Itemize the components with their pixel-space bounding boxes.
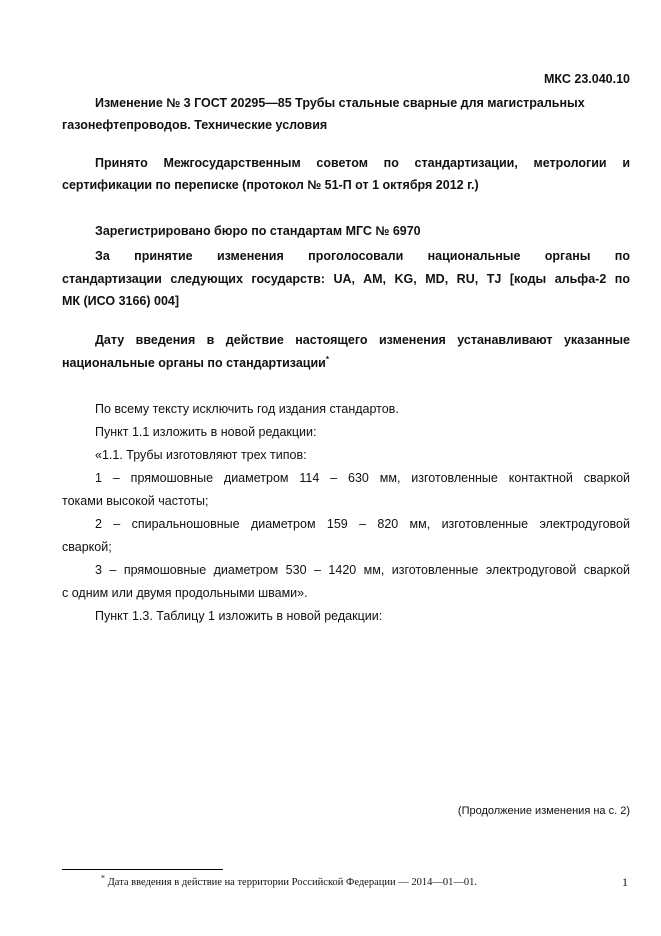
body-paragraph-1: По всему тексту исключить год издания стандартов. <box>95 402 399 416</box>
footnote-reference: * <box>325 354 329 364</box>
body-paragraph-2: Пункт 1.1 изложить в новой редакции: <box>95 425 317 439</box>
body-paragraph-4-line-1: 1 – прямошовные диаметром 114 – 630 мм, изготовленные контактной сваркой <box>95 471 630 485</box>
intro-date-text: национальные органы по стандартизации <box>62 356 326 370</box>
body-paragraph-6-line-2: с одним или двумя продольными швами». <box>62 586 308 600</box>
voted-line-1: За принятие изменения проголосовали национальные органы по <box>95 249 630 263</box>
title-line-2: газонефтепроводов. Технические условия <box>62 118 328 132</box>
registered-line: Зарегистрировано бюро по стандартам МГС № 6970 <box>95 224 421 238</box>
intro-date-line-2 <box>62 352 329 374</box>
body-paragraph-6-line-1: 3 – прямошовные диаметром 530 – 1420 мм, изготовленные электродуговой сваркой <box>95 563 630 577</box>
body-paragraph-4-line-2: токами высокой частоты; <box>62 494 209 508</box>
title-line-1: Изменение № 3 ГОСТ 20295—85 Трубы стальные сварные для магистральных <box>95 96 585 110</box>
body-paragraph-7: Пункт 1.3. Таблицу 1 изложить в новой редакции: <box>95 609 383 623</box>
continuation-note: (Продолжение изменения на с. 2) <box>457 805 630 817</box>
footnote <box>101 875 477 891</box>
body-paragraph-3: «1.1. Трубы изготовляют трех типов: <box>95 448 307 462</box>
page-number: 1 <box>622 875 628 889</box>
voted-line-3: МК (ИСО 3166) 004] <box>62 294 180 308</box>
voted-line-2: стандартизации следующих государств: UA, AM, KG, MD, RU, TJ [коды альфа-2 по <box>62 272 630 286</box>
intro-date-line-1: Дату введения в действие настоящего изменения устанавливают указанные <box>95 333 630 347</box>
footnote-marker: * <box>101 873 105 883</box>
adopted-line-2: сертификации по переписке (протокол № 51-П от 1 октября 2012 г.) <box>62 178 479 192</box>
adopted-line-1: Принято Межгосударственным советом по стандартизации, метрологии и <box>95 156 630 170</box>
footnote-text: Дата введения в действие на территории Российской Федерации — 2014—01—01. <box>107 877 477 888</box>
mks-code: МКС 23.040.10 <box>544 72 630 86</box>
body-paragraph-5-line-1: 2 – спиральношовные диаметром 159 – 820 мм, изготовленные электродуговой <box>95 517 630 531</box>
footnote-divider <box>62 869 223 870</box>
body-paragraph-5-line-2: сваркой; <box>62 540 112 554</box>
